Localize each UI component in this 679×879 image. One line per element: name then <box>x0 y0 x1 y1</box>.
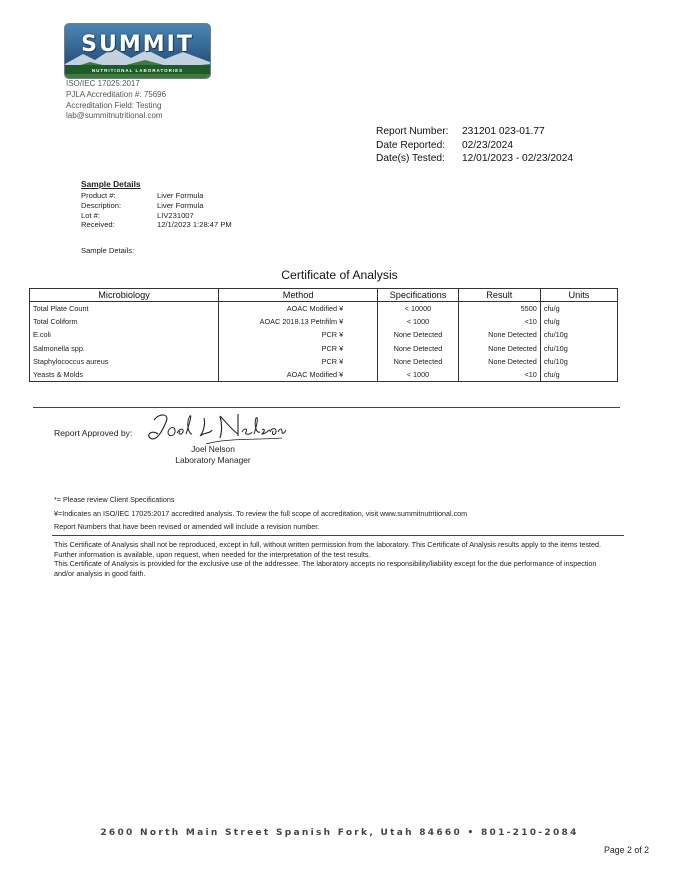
cell-spec: None Detected <box>378 355 459 368</box>
company-logo <box>64 23 211 79</box>
table-header-row <box>30 289 618 302</box>
approved-by-label: Report Approved by: <box>54 428 133 438</box>
sample-details <box>81 179 232 230</box>
sample-details-heading: Sample Details <box>81 179 141 189</box>
cell-units: cfu/g <box>540 368 617 382</box>
cell-method: PCR ¥ <box>219 342 378 355</box>
cell-units: cfu/10g <box>540 342 617 355</box>
date-reported-row <box>376 139 573 153</box>
col-header-method: Method <box>219 289 378 302</box>
cell-spec: None Detected <box>378 342 459 355</box>
cell-units: cfu/g <box>540 302 617 316</box>
cell-result: None Detected <box>458 342 540 355</box>
pjla-number: PJLA Accreditation #: 75696 <box>66 89 167 99</box>
cell-test: Total Coliform <box>30 315 219 328</box>
sample-field-row <box>81 220 232 230</box>
footer-address: 2600 North Main Street Spanish Fork, Utah 84660 • 801-210-2084 <box>100 828 579 838</box>
cell-test: E.coli <box>30 328 219 341</box>
table-row <box>30 328 618 341</box>
cell-method: PCR ¥ <box>219 328 378 341</box>
cell-result: <10 <box>458 315 540 328</box>
accreditation-block <box>66 79 166 122</box>
cell-spec: < 10000 <box>378 302 459 316</box>
meta-value: 12/01/2023 - 02/23/2024 <box>462 153 574 164</box>
report-meta <box>376 125 573 166</box>
sample-field-label: Lot #: <box>81 210 100 220</box>
cell-test: Staphylococcus aureus <box>30 355 219 368</box>
page-number: Page 2 of 2 <box>604 845 649 855</box>
cell-spec: None Detected <box>378 328 459 341</box>
cell-units: cfu/10g <box>540 355 617 368</box>
sample-field-value: LIV231007 <box>157 210 194 220</box>
col-header-microbiology: Microbiology <box>30 289 219 302</box>
disclaimer-paragraph: This Certificate of Analysis shall not be reproduced, except in full, without written permission from the laboratory. This Certificate of Analysis results apply to the items tested. Further information is available, upon request, when needed for the interpretation of the test results. <box>54 540 602 559</box>
notes-block <box>54 493 624 534</box>
table-row <box>30 355 618 368</box>
lab-email[interactable]: lab@summitnutritional.com <box>66 111 163 121</box>
sample-field-value: 12/1/2023 1:28:47 PM <box>157 220 232 230</box>
meta-label: Report Number: <box>376 126 449 137</box>
cell-result: <10 <box>458 368 540 382</box>
disclaimer-block <box>54 540 614 578</box>
note-line: Report Numbers that have been revised or amended will include a revision number. <box>54 522 320 531</box>
meta-label: Date(s) Tested: <box>376 153 445 164</box>
col-header-specifications: Specifications <box>378 289 459 302</box>
cell-result: 5500 <box>458 302 540 316</box>
meta-value: 02/23/2024 <box>462 139 513 151</box>
cell-method: AOAC 2018.13 Petrifilm ¥ <box>219 315 378 328</box>
cell-result: None Detected <box>458 355 540 368</box>
sample-field-row <box>81 201 232 211</box>
sample-field-label: Description: <box>81 200 122 210</box>
note-line: ¥=Indicates an ISO/IEC 17025:2017 accredited analysis. To review the full scope of accreditation, visit www.summitnutritional.com <box>54 508 468 518</box>
cell-units: cfu/10g <box>540 328 617 341</box>
cell-units: cfu/g <box>540 315 617 328</box>
coa-title: Certificate of Analysis <box>281 268 398 282</box>
table-row <box>30 302 618 316</box>
logo-subtitle: NUTRITIONAL LABORATORIES <box>91 68 184 73</box>
signer-title: Laboratory Manager <box>175 454 251 465</box>
sample-field-label: Product #: <box>81 191 116 200</box>
cell-spec: < 1000 <box>378 315 459 328</box>
col-header-result: Result <box>458 289 540 302</box>
divider <box>33 407 620 408</box>
cell-test: Total Plate Count <box>30 302 219 316</box>
cell-method: AOAC Modified ¥ <box>219 368 378 382</box>
cell-result: None Detected <box>458 328 540 341</box>
table-row <box>30 368 618 382</box>
sample-field-row <box>81 211 232 221</box>
sample-field-row <box>81 191 232 201</box>
signer-block <box>160 444 266 465</box>
results-table <box>29 288 618 382</box>
note-line: *= Please review Client Specifications <box>54 495 175 504</box>
dates-tested-row <box>376 152 573 166</box>
cell-spec: < 1000 <box>378 368 459 382</box>
table-row <box>30 315 618 328</box>
sample-field-value: Liver Formula <box>157 191 204 200</box>
iso-standard: ISO/IEC 17025:2017 <box>66 79 140 88</box>
disclaimer-paragraph: This Certificate of Analysis is provided for the exclusive use of the addressee. The laboratory accepts no responsibility/liability except for the due performance of inspection and/or analysis in good faith. <box>54 559 597 578</box>
signer-name: Joel Nelson <box>191 444 235 454</box>
col-header-units: Units <box>540 289 617 302</box>
meta-label: Date Reported: <box>376 139 446 151</box>
sample-field-label: Received: <box>81 220 115 230</box>
cell-test: Yeasts & Molds <box>30 368 219 382</box>
cell-test: Salmonella spp. <box>30 342 219 355</box>
cell-method: AOAC Modified ¥ <box>219 302 378 316</box>
sample-details-note: Sample Details: <box>81 246 135 255</box>
sample-field-value: Liver Formula <box>157 200 204 210</box>
logo-wordmark: SUMMIT <box>81 32 194 57</box>
report-number-row <box>376 125 573 139</box>
meta-value: 231201 023-01.77 <box>462 126 545 137</box>
divider <box>52 535 624 536</box>
accreditation-field: Accreditation Field: Testing <box>66 100 162 110</box>
table-row <box>30 342 618 355</box>
cell-method: PCR ¥ <box>219 355 378 368</box>
